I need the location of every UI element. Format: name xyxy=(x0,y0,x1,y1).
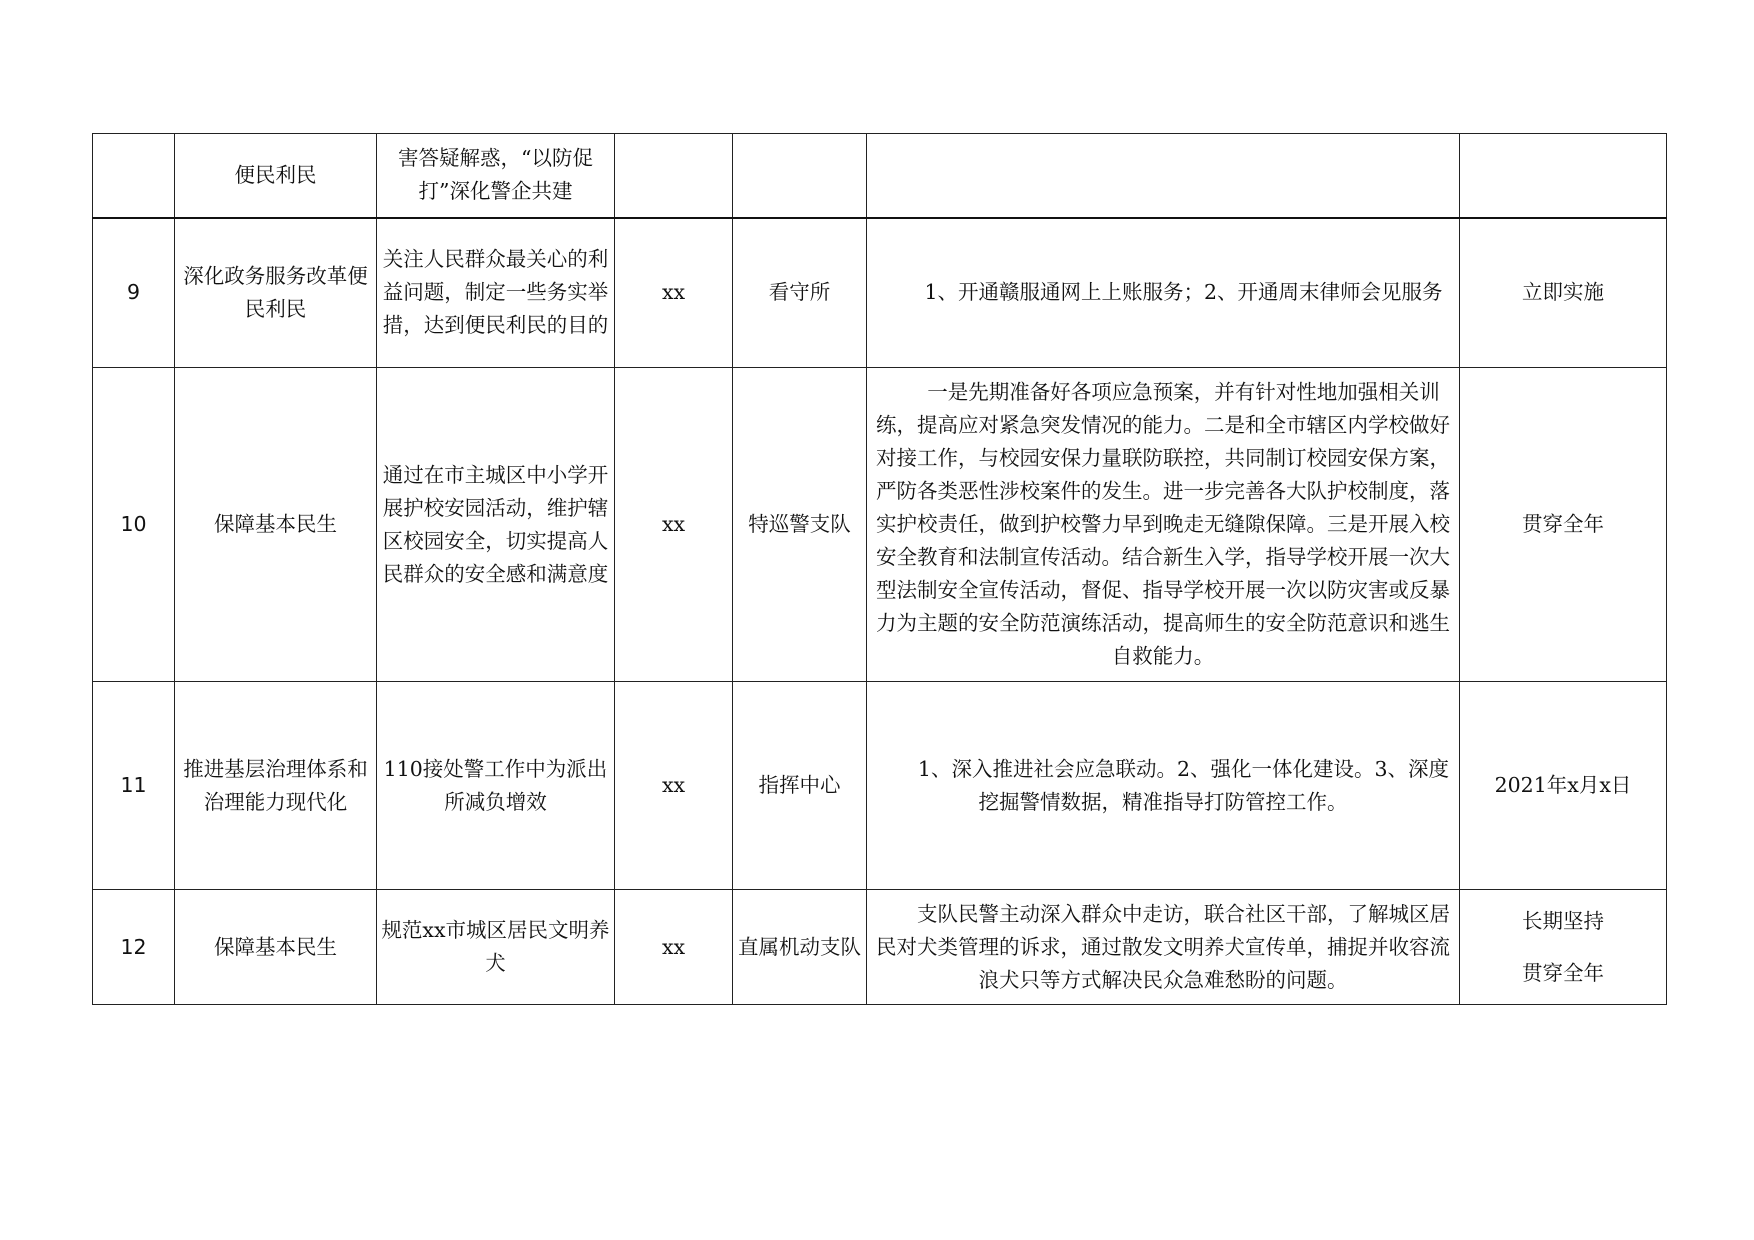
leader-cell xyxy=(615,134,733,218)
summary-cell: 规范xx市城区居民文明养犬 xyxy=(377,890,615,1005)
row-number: 12 xyxy=(93,890,175,1005)
details-text: 1、开通赣服通网上上账服务；2、开通周末律师会见服务 xyxy=(924,280,1443,305)
department-cell: 指挥中心 xyxy=(733,682,867,890)
department-cell xyxy=(733,134,867,218)
category-cell: 便民利民 xyxy=(175,134,377,218)
time-cell: 立即实施 xyxy=(1460,218,1667,368)
row-number: 10 xyxy=(93,368,175,682)
details-cell xyxy=(867,890,1460,1005)
row-number xyxy=(93,134,175,218)
details-cell xyxy=(867,682,1460,890)
details-cell xyxy=(867,368,1460,682)
row-number: 11 xyxy=(93,682,175,890)
time-line: 长期坚持 xyxy=(1522,909,1604,933)
table-row xyxy=(93,682,1667,890)
department-cell: 直属机动支队 xyxy=(733,890,867,1005)
details-cell xyxy=(867,218,1460,368)
category-cell: 保障基本民生 xyxy=(175,890,377,1005)
table-row xyxy=(93,368,1667,682)
time-cell: 2021年x月x日 xyxy=(1460,682,1667,890)
row-number: 9 xyxy=(93,218,175,368)
time-cell xyxy=(1460,890,1667,1005)
time-line: 贯穿全年 xyxy=(1522,961,1604,985)
time-cell xyxy=(1460,134,1667,218)
department-cell: 看守所 xyxy=(733,218,867,368)
summary-cell: 110接处警工作中为派出所减负增效 xyxy=(377,682,615,890)
category-cell: 推进基层治理体系和治理能力现代化 xyxy=(175,682,377,890)
leader-cell: xx xyxy=(615,682,733,890)
table-row xyxy=(93,218,1667,368)
details-cell xyxy=(867,134,1460,218)
leader-cell: xx xyxy=(615,890,733,1005)
summary-cell: 通过在市主城区中小学开展护校安园活动，维护辖区校园安全，切实提高人民群众的安全感和满意度 xyxy=(377,368,615,682)
details-text: 一是先期准备好各项应急预案，并有针对性地加强相关训练，提高应对紧急突发情况的能力。二是和全市辖区内学校做好对接工作，与校园安保力量联防联控，共同制订校园安保方案，严防各类恶性涉校案件的发生。进一步完善各大队护校制度，落实护校责任，做到护校警力早到晚走无缝隙保障。三是开展入校安全教育和法制宣传活动。结合新生入学，指导学校开展一次大型法制安全宣传活动，督促、指导学校开展一次以防灾害或反暴力为主题的安全防范演练活动，提高师生的安全防范意识和逃生自救能力。 xyxy=(876,380,1450,668)
leader-cell: xx xyxy=(615,368,733,682)
department-cell: 特巡警支队 xyxy=(733,368,867,682)
category-cell: 深化政务服务改革便民利民 xyxy=(175,218,377,368)
summary-cell: 关注人民群众最关心的利益问题，制定一些务实举措，达到便民利民的目的 xyxy=(377,218,615,368)
summary-cell: 害答疑解惑，“以防促打”深化警企共建 xyxy=(377,134,615,218)
category-cell: 保障基本民生 xyxy=(175,368,377,682)
task-table xyxy=(92,133,1667,1005)
details-text: 1、深入推进社会应急联动。2、强化一体化建设。3、深度挖掘警情数据，精准指导打防管控工作。 xyxy=(917,756,1450,814)
table-row xyxy=(93,890,1667,1005)
time-cell: 贯穿全年 xyxy=(1460,368,1667,682)
leader-cell: xx xyxy=(615,218,733,368)
table-row xyxy=(93,134,1667,218)
details-text: 支队民警主动深入群众中走访，联合社区干部，了解城区居民对犬类管理的诉求，通过散发文明养犬宣传单，捕捉并收容流浪犬只等方式解决民众急难愁盼的问题。 xyxy=(876,901,1450,992)
